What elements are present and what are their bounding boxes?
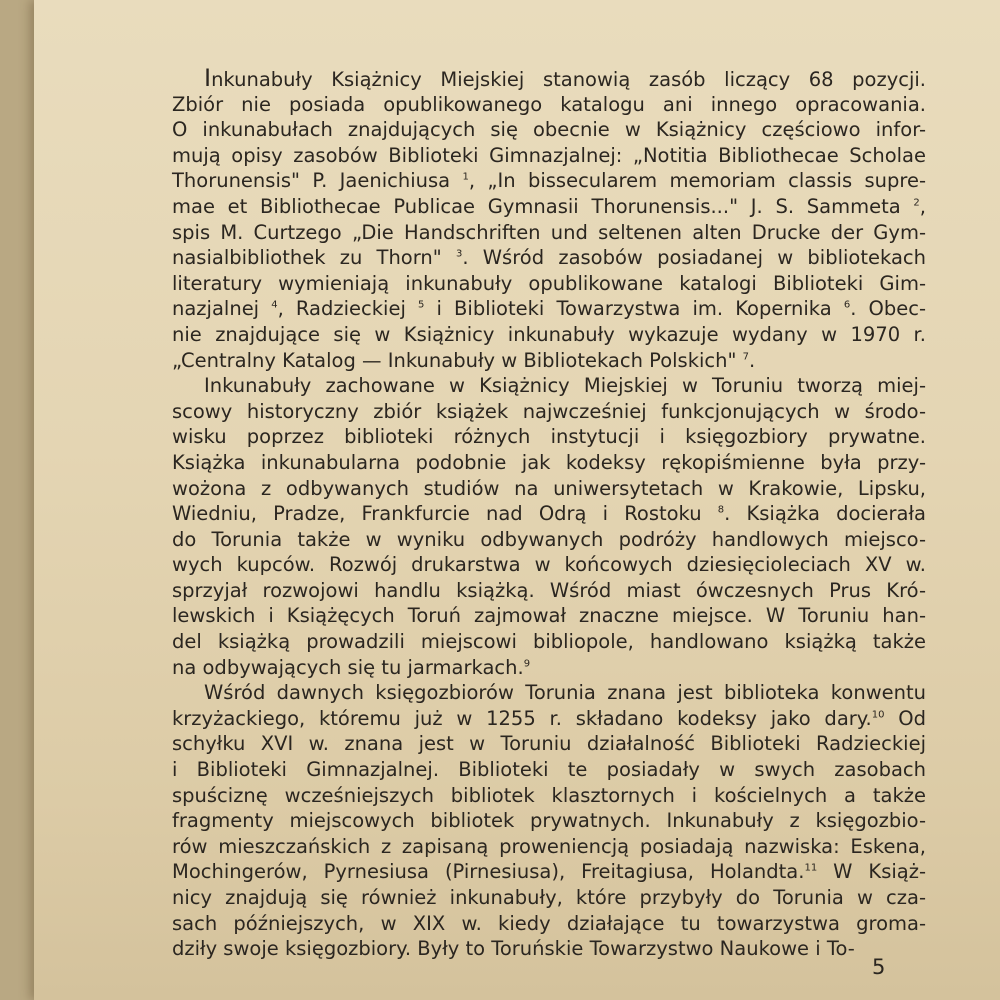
text-run: O inkunabułach znajdujących się obecnie w Książnicy częściowo infor- [172,118,926,142]
text-line [172,706,926,732]
text-line [172,552,926,578]
text-line [172,296,926,322]
text-line [172,348,926,374]
book-page [34,0,1000,1000]
text-run: krzyżackiego, któremu już w 1255 r. składano kodeksy jako dary. [172,706,872,730]
text-line [172,476,926,502]
text-run: literatury wymieniają inkunabuły opublikowane katalogi Biblioteki Gim- [172,271,926,295]
text-run: wisku poprzez biblioteki różnych instytucji i księgozbiory prywatne. [172,425,926,449]
text-run: nicy znajdują się również inkunabuły, które przybyły do Torunia w cza- [172,886,926,909]
footnote-ref: 2 [913,197,920,209]
text-run: nkunabuły Książnicy Miejskiej stanowią zasób liczący 68 pozycji. [211,68,926,91]
text-run: spis M. Curtzego „Die Handschriften und seltenen alten Drucke der Gym- [172,220,926,244]
footnote-ref: 5 [418,299,425,311]
text-run: na odbywających się tu jarmarkach. [172,655,524,679]
text-run: mują opisy zasobów Biblioteki Gimnazjalnej: „Notitia Bibliothecae Scholae [172,143,926,167]
text-run: schyłku XVI w. znana jest w Toruniu działalność Biblioteki Radzieckiej [172,732,926,756]
text-run: Zbiór nie posiada opublikowanego katalogu ani innego opracowania. [172,92,926,116]
text-line [172,143,926,169]
text-line [172,603,926,629]
text-run: spuściznę wcześniejszych bibliotek klasztornych i kościelnych a także [172,783,926,807]
text-line [172,501,926,527]
text-run: i Biblioteki Towarzystwa im. Kopernika [424,297,844,321]
text-line [172,92,926,118]
text-line [172,680,926,706]
text-line [172,859,926,885]
page-number: 5 [872,955,886,979]
text-run: dziły swoje księgozbiory. Były to Toruńskie Towarzystwo Naukowe i To- [172,937,855,961]
text-line [172,399,926,425]
text-run: i Biblioteki Gimnazjalnej. Biblioteki te posiadały w swych zasobach [172,758,926,782]
text-line [172,655,926,681]
paragraph [172,373,926,680]
text-line [172,373,926,399]
footnote-ref: 10 [871,709,885,721]
text-run: sprzyjał rozwojowi handlu książką. Wśród miast ówczesnych Prus Kró- [172,578,926,602]
text-line [172,629,926,655]
text-run: W Książ- [817,860,926,884]
text-run: wożona z odbywanych studiów na uniwersytetach w Krakowie, Lipsku, [172,476,926,500]
text-run: Od [884,706,926,730]
text-run: Wśród dawnych księgozbiorów Torunia znana jest biblioteka konwentu [204,681,926,705]
text-line [172,271,926,297]
footnote-ref: 1 [462,171,469,183]
text-run: „Centralny Katalog — Inkunabuły w Bibliotekach Polskich" [172,348,743,372]
text-line [172,783,926,809]
text-run: Thorunensis" P. Jaenichiusa [172,169,463,193]
text-run: rów mieszczańskich z zapisaną proweniencją posiadają nazwiska: Eskena, [172,834,926,858]
text-run: , „In bissecularem memoriam classis supre- [468,169,927,193]
text-line [172,322,926,348]
text-line [172,245,926,271]
text-run: nasialbibliothek zu Thorn" [172,246,456,270]
text-run: I [204,64,212,92]
text-line [172,424,926,450]
text-run: lewskich i Książęcych Toruń zajmował znaczne miejsce. W Toruniu han- [172,604,926,628]
text-run: do Torunia także w wyniku odbywanych podróży handlowych miejsco- [172,527,926,551]
text-line [172,911,926,937]
text-run: , [919,194,926,218]
text-line [172,731,926,757]
text-line [172,834,926,860]
text-line [172,450,926,476]
text-line [172,808,926,834]
paragraph [172,680,926,962]
text-run: nie znajdujące się w Książnicy inkunabuły wykazuje wydany w 1970 r. [172,322,926,346]
text-run: scowy historyczny zbiór książek najwcześniej funkcjonujących w środo- [172,399,926,423]
text-line [172,885,926,911]
text-run: . Wśród zasobów posiadanej w bibliotekach [462,246,926,270]
text-run: Mochingerów, Pyrnesiusa (Pirnesiusa), Freitagiusa, Holandta. [172,860,805,884]
text-run: Książka inkunabularna podobnie jak kodeksy rękopiśmienne była przy- [172,450,926,474]
text-run: . Obec- [850,297,926,321]
footnote-ref: 6 [843,299,851,311]
footnote-ref: 11 [804,862,818,874]
footnote-ref: 8 [717,504,725,516]
footnote-ref: 7 [742,351,750,363]
text-line [172,194,926,220]
footnote-ref: 4 [271,299,278,311]
text-run: sach późniejszych, w XIX w. kiedy działające tu towarzystwa groma- [172,911,926,935]
text-line [172,527,926,553]
paragraph [172,66,926,373]
text-line [172,168,926,194]
text-run: , Radzieckiej [277,297,418,321]
text-run: wych kupców. Rozwój drukarstwa w końcowych dziesięcioleciach XV w. [172,553,926,577]
text-run: Inkunabuły zachowane w Książnicy Miejskiej w Toruniu tworzą miej- [204,374,926,398]
text-run: nazjalnej [172,297,272,321]
text-run: mae et Bibliothecae Publicae Gymnasii Thorunensis..." J. S. Sammeta [172,194,914,218]
text-run: fragmenty miejscowych bibliotek prywatnych. Inkunabuły z księgozbio- [172,809,926,833]
text-run: Wiedniu, Pradze, Frankfurcie nad Odrą i Rostoku [172,502,718,526]
text-run: . [749,348,756,372]
text-line [172,117,926,143]
body-text [172,66,926,962]
text-line [172,936,926,962]
text-line [172,578,926,604]
text-line [172,757,926,783]
text-line [172,220,926,246]
footnote-ref: 3 [455,248,463,260]
text-run: . Książka docierała [724,502,926,526]
text-line [172,66,926,92]
footnote-ref: 9 [523,658,531,670]
text-run: del książką prowadzili miejscowi bibliopole, handlowano książką także [172,630,926,654]
